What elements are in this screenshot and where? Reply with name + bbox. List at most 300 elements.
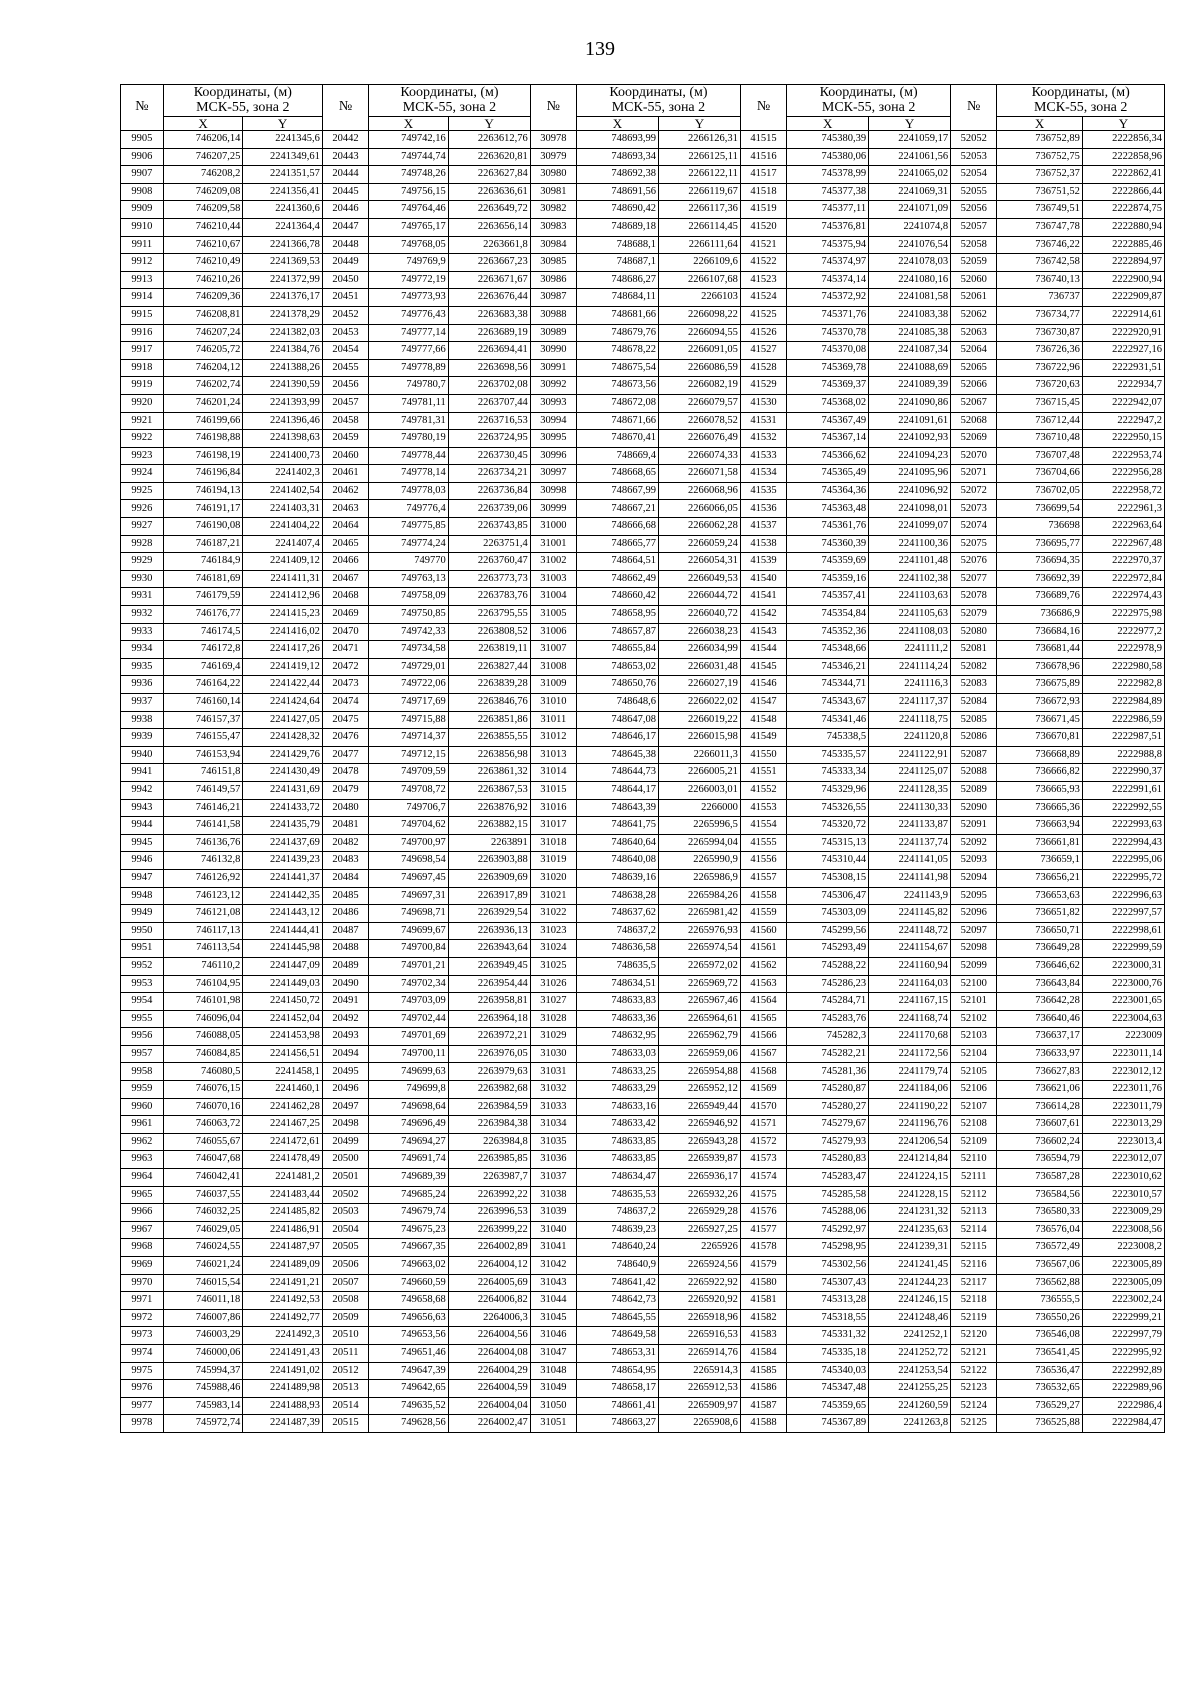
page-number: 139 <box>585 38 615 60</box>
x-coordinate-cell: 746172,8 <box>163 641 243 659</box>
point-number-cell: 30999 <box>530 500 576 518</box>
y-coordinate-cell: 2241224,15 <box>869 1169 951 1187</box>
y-coordinate-cell: 2266117,36 <box>658 201 740 219</box>
x-coordinate-cell: 748662,49 <box>577 570 659 588</box>
point-number-cell: 30989 <box>530 324 576 342</box>
point-number-cell: 9943 <box>121 799 164 817</box>
y-coordinate-cell: 2263676,44 <box>448 289 530 307</box>
x-coordinate-cell: 745352,36 <box>787 623 869 641</box>
x-coordinate-cell: 746207,24 <box>163 324 243 342</box>
point-number-cell: 41533 <box>740 447 786 465</box>
point-number-cell: 9938 <box>121 711 164 729</box>
y-coordinate-cell: 2241253,54 <box>869 1362 951 1380</box>
point-number-cell: 41535 <box>740 482 786 500</box>
x-coordinate-cell: 749701,21 <box>369 957 449 975</box>
y-coordinate-cell: 2222980,58 <box>1082 658 1164 676</box>
x-coordinate-cell: 748666,68 <box>577 518 659 536</box>
x-coordinate-cell: 745288,22 <box>787 957 869 975</box>
header-coords-line2: МСК-55, зона 2 <box>821 99 916 115</box>
point-number-cell: 31027 <box>530 993 576 1011</box>
point-number-cell: 41587 <box>740 1397 786 1415</box>
point-number-cell: 41529 <box>740 377 786 395</box>
table-row <box>121 183 1165 201</box>
table-row <box>121 1063 1165 1081</box>
header-coords-cell <box>577 85 741 117</box>
point-number-cell: 9963 <box>121 1151 164 1169</box>
y-coordinate-cell: 2241487,97 <box>243 1239 323 1257</box>
y-coordinate-cell: 2263773,73 <box>448 570 530 588</box>
y-coordinate-cell: 2241462,28 <box>243 1098 323 1116</box>
x-coordinate-cell: 746032,25 <box>163 1204 243 1222</box>
point-number-cell: 9946 <box>121 852 164 870</box>
y-coordinate-cell: 2222866,44 <box>1082 183 1164 201</box>
y-coordinate-cell: 2263985,85 <box>448 1151 530 1169</box>
point-number-cell: 52054 <box>951 166 997 184</box>
point-number-cell: 41553 <box>740 799 786 817</box>
header-coords-cell <box>997 85 1165 117</box>
x-coordinate-cell: 745282,3 <box>787 1028 869 1046</box>
point-number-cell: 20497 <box>322 1098 368 1116</box>
x-coordinate-cell: 749628,56 <box>369 1415 449 1433</box>
point-number-cell: 20492 <box>322 1010 368 1028</box>
y-coordinate-cell: 2241478,49 <box>243 1151 323 1169</box>
point-number-cell: 52104 <box>951 1045 997 1063</box>
table-row <box>121 676 1165 694</box>
y-coordinate-cell: 2241390,59 <box>243 377 323 395</box>
x-coordinate-cell: 745299,56 <box>787 922 869 940</box>
x-coordinate-cell: 749781,31 <box>369 412 449 430</box>
y-coordinate-cell: 2265932,26 <box>658 1186 740 1204</box>
y-coordinate-cell: 2266125,11 <box>658 148 740 166</box>
point-number-cell: 20487 <box>322 922 368 940</box>
point-number-cell: 31023 <box>530 922 576 940</box>
x-coordinate-cell: 745348,66 <box>787 641 869 659</box>
point-number-cell: 31011 <box>530 711 576 729</box>
point-number-cell: 9962 <box>121 1133 164 1151</box>
table-row <box>121 641 1165 659</box>
x-coordinate-cell: 745372,92 <box>787 289 869 307</box>
x-coordinate-cell: 745370,78 <box>787 324 869 342</box>
y-coordinate-cell: 2241094,23 <box>869 447 951 465</box>
x-coordinate-cell: 749698,54 <box>369 852 449 870</box>
x-coordinate-cell: 745341,46 <box>787 711 869 729</box>
header-x-cell: X <box>577 117 659 131</box>
y-coordinate-cell: 2263827,44 <box>448 658 530 676</box>
y-coordinate-cell: 2266126,31 <box>658 131 740 149</box>
x-coordinate-cell: 745363,48 <box>787 500 869 518</box>
point-number-cell: 41588 <box>740 1415 786 1433</box>
x-coordinate-cell: 745377,11 <box>787 201 869 219</box>
x-coordinate-cell: 745367,89 <box>787 1415 869 1433</box>
point-number-cell: 52057 <box>951 218 997 236</box>
table-row <box>121 1292 1165 1310</box>
x-coordinate-cell: 749697,45 <box>369 869 449 887</box>
point-number-cell: 41564 <box>740 993 786 1011</box>
x-coordinate-cell: 745366,62 <box>787 447 869 465</box>
y-coordinate-cell: 2241141,05 <box>869 852 951 870</box>
header-num-cell: № <box>740 85 786 131</box>
point-number-cell: 9933 <box>121 623 164 641</box>
y-coordinate-cell: 2222995,72 <box>1082 869 1164 887</box>
x-coordinate-cell: 748653,31 <box>577 1344 659 1362</box>
y-coordinate-cell: 2241393,99 <box>243 394 323 412</box>
point-number-cell: 52055 <box>951 183 997 201</box>
x-coordinate-cell: 745378,99 <box>787 166 869 184</box>
point-number-cell: 9911 <box>121 236 164 254</box>
point-number-cell: 41573 <box>740 1151 786 1169</box>
x-coordinate-cell: 746190,08 <box>163 518 243 536</box>
y-coordinate-cell: 2263856,98 <box>448 746 530 764</box>
y-coordinate-cell: 2222992,89 <box>1082 1362 1164 1380</box>
y-coordinate-cell: 2222986,4 <box>1082 1397 1164 1415</box>
y-coordinate-cell: 2222974,43 <box>1082 588 1164 606</box>
x-coordinate-cell: 736614,28 <box>997 1098 1083 1116</box>
table-body <box>121 131 1165 1433</box>
y-coordinate-cell: 2266107,68 <box>658 271 740 289</box>
point-number-cell: 20499 <box>322 1133 368 1151</box>
y-coordinate-cell: 2263783,76 <box>448 588 530 606</box>
table-row <box>121 922 1165 940</box>
x-coordinate-cell: 745374,14 <box>787 271 869 289</box>
header-coords-line1: Координаты, (м) <box>193 84 292 100</box>
y-coordinate-cell: 2263949,45 <box>448 957 530 975</box>
x-coordinate-cell: 736646,62 <box>997 957 1083 975</box>
x-coordinate-cell: 736730,87 <box>997 324 1083 342</box>
y-coordinate-cell: 2265972,02 <box>658 957 740 975</box>
x-coordinate-cell: 748633,36 <box>577 1010 659 1028</box>
point-number-cell: 31021 <box>530 887 576 905</box>
x-coordinate-cell: 748679,76 <box>577 324 659 342</box>
x-coordinate-cell: 749715,88 <box>369 711 449 729</box>
x-coordinate-cell: 746160,14 <box>163 694 243 712</box>
point-number-cell: 41572 <box>740 1133 786 1151</box>
x-coordinate-cell: 745380,06 <box>787 148 869 166</box>
x-coordinate-cell: 746088,05 <box>163 1028 243 1046</box>
y-coordinate-cell: 2266062,28 <box>658 518 740 536</box>
point-number-cell: 41518 <box>740 183 786 201</box>
point-number-cell: 20456 <box>322 377 368 395</box>
x-coordinate-cell: 736587,28 <box>997 1169 1083 1187</box>
x-coordinate-cell: 748644,17 <box>577 781 659 799</box>
y-coordinate-cell: 2241098,01 <box>869 500 951 518</box>
x-coordinate-cell: 748636,58 <box>577 940 659 958</box>
x-coordinate-cell: 748645,55 <box>577 1309 659 1327</box>
table-row <box>121 764 1165 782</box>
point-number-cell: 52100 <box>951 975 997 993</box>
header-coords-cell <box>787 85 951 117</box>
y-coordinate-cell: 2223010,57 <box>1082 1186 1164 1204</box>
x-coordinate-cell: 745983,14 <box>163 1397 243 1415</box>
point-number-cell: 41558 <box>740 887 786 905</box>
point-number-cell: 41567 <box>740 1045 786 1063</box>
point-number-cell: 20502 <box>322 1186 368 1204</box>
x-coordinate-cell: 745994,37 <box>163 1362 243 1380</box>
x-coordinate-cell: 746207,25 <box>163 148 243 166</box>
table-row <box>121 694 1165 712</box>
y-coordinate-cell: 2241168,74 <box>869 1010 951 1028</box>
y-coordinate-cell: 2266038,23 <box>658 623 740 641</box>
point-number-cell: 9915 <box>121 306 164 324</box>
x-coordinate-cell: 745369,37 <box>787 377 869 395</box>
x-coordinate-cell: 749709,59 <box>369 764 449 782</box>
point-number-cell: 20444 <box>322 166 368 184</box>
x-coordinate-cell: 749699,8 <box>369 1081 449 1099</box>
y-coordinate-cell: 2264005,69 <box>448 1274 530 1292</box>
y-coordinate-cell: 2266040,72 <box>658 606 740 624</box>
y-coordinate-cell: 2263656,14 <box>448 218 530 236</box>
point-number-cell: 20460 <box>322 447 368 465</box>
x-coordinate-cell: 748635,53 <box>577 1186 659 1204</box>
y-coordinate-cell: 2264002,47 <box>448 1415 530 1433</box>
point-number-cell: 20470 <box>322 623 368 641</box>
y-coordinate-cell: 2263851,86 <box>448 711 530 729</box>
point-number-cell: 9942 <box>121 781 164 799</box>
x-coordinate-cell: 745972,74 <box>163 1415 243 1433</box>
x-coordinate-cell: 748687,1 <box>577 254 659 272</box>
point-number-cell: 31014 <box>530 764 576 782</box>
x-coordinate-cell: 745335,57 <box>787 746 869 764</box>
x-coordinate-cell: 749764,46 <box>369 201 449 219</box>
x-coordinate-cell: 746191,17 <box>163 500 243 518</box>
y-coordinate-cell: 2222992,55 <box>1082 799 1164 817</box>
point-number-cell: 9958 <box>121 1063 164 1081</box>
x-coordinate-cell: 746117,13 <box>163 922 243 940</box>
x-coordinate-cell: 748634,47 <box>577 1169 659 1187</box>
y-coordinate-cell: 2263751,4 <box>448 535 530 553</box>
y-coordinate-cell: 2265976,93 <box>658 922 740 940</box>
point-number-cell: 20503 <box>322 1204 368 1222</box>
x-coordinate-cell: 749642,65 <box>369 1380 449 1398</box>
y-coordinate-cell: 2241360,6 <box>243 201 323 219</box>
table-row <box>121 394 1165 412</box>
point-number-cell: 31010 <box>530 694 576 712</box>
point-number-cell: 31049 <box>530 1380 576 1398</box>
table-row <box>121 834 1165 852</box>
y-coordinate-cell: 2241235,63 <box>869 1221 951 1239</box>
x-coordinate-cell: 746155,47 <box>163 729 243 747</box>
point-number-cell: 52103 <box>951 1028 997 1046</box>
header-y-cell: Y <box>448 117 530 131</box>
point-number-cell: 31042 <box>530 1257 576 1275</box>
x-coordinate-cell: 745364,36 <box>787 482 869 500</box>
point-number-cell: 9957 <box>121 1045 164 1063</box>
point-number-cell: 9937 <box>121 694 164 712</box>
y-coordinate-cell: 2263891 <box>448 834 530 852</box>
point-number-cell: 9922 <box>121 430 164 448</box>
y-coordinate-cell: 2241458,1 <box>243 1063 323 1081</box>
x-coordinate-cell: 748658,95 <box>577 606 659 624</box>
point-number-cell: 20509 <box>322 1309 368 1327</box>
x-coordinate-cell: 736681,44 <box>997 641 1083 659</box>
point-number-cell: 31017 <box>530 817 576 835</box>
y-coordinate-cell: 2263734,21 <box>448 465 530 483</box>
point-number-cell: 41526 <box>740 324 786 342</box>
point-number-cell: 20462 <box>322 482 368 500</box>
y-coordinate-cell: 2241184,06 <box>869 1081 951 1099</box>
y-coordinate-cell: 2241170,68 <box>869 1028 951 1046</box>
x-coordinate-cell: 749773,93 <box>369 289 449 307</box>
x-coordinate-cell: 736572,49 <box>997 1239 1083 1257</box>
table-row <box>121 1257 1165 1275</box>
x-coordinate-cell: 746011,18 <box>163 1292 243 1310</box>
x-coordinate-cell: 746101,98 <box>163 993 243 1011</box>
y-coordinate-cell: 2241450,72 <box>243 993 323 1011</box>
point-number-cell: 52093 <box>951 852 997 870</box>
x-coordinate-cell: 749663,02 <box>369 1257 449 1275</box>
point-number-cell: 20468 <box>322 588 368 606</box>
point-number-cell: 9909 <box>121 201 164 219</box>
point-number-cell: 9956 <box>121 1028 164 1046</box>
x-coordinate-cell: 748658,17 <box>577 1380 659 1398</box>
x-coordinate-cell: 736529,27 <box>997 1397 1083 1415</box>
y-coordinate-cell: 2263649,72 <box>448 201 530 219</box>
header-coords-line1: Координаты, (м) <box>819 84 918 100</box>
table-row <box>121 1133 1165 1151</box>
point-number-cell: 31018 <box>530 834 576 852</box>
y-coordinate-cell: 2264006,3 <box>448 1309 530 1327</box>
point-number-cell: 20495 <box>322 1063 368 1081</box>
point-number-cell: 41552 <box>740 781 786 799</box>
x-coordinate-cell: 749778,14 <box>369 465 449 483</box>
y-coordinate-cell: 2263876,92 <box>448 799 530 817</box>
table-row <box>121 148 1165 166</box>
x-coordinate-cell: 748660,42 <box>577 588 659 606</box>
x-coordinate-cell: 748673,56 <box>577 377 659 395</box>
y-coordinate-cell: 2266074,33 <box>658 447 740 465</box>
x-coordinate-cell: 746063,72 <box>163 1116 243 1134</box>
y-coordinate-cell: 2263627,84 <box>448 166 530 184</box>
table-row <box>121 1362 1165 1380</box>
y-coordinate-cell: 2265909,97 <box>658 1397 740 1415</box>
point-number-cell: 20453 <box>322 324 368 342</box>
y-coordinate-cell: 2222947,2 <box>1082 412 1164 430</box>
point-number-cell: 41582 <box>740 1309 786 1327</box>
x-coordinate-cell: 746199,66 <box>163 412 243 430</box>
x-coordinate-cell: 745359,16 <box>787 570 869 588</box>
y-coordinate-cell: 2241141,98 <box>869 869 951 887</box>
point-number-cell: 52082 <box>951 658 997 676</box>
point-number-cell: 41537 <box>740 518 786 536</box>
table-row <box>121 500 1165 518</box>
point-number-cell: 30998 <box>530 482 576 500</box>
y-coordinate-cell: 2241382,03 <box>243 324 323 342</box>
x-coordinate-cell: 749780,7 <box>369 377 449 395</box>
point-number-cell: 52115 <box>951 1239 997 1257</box>
point-number-cell: 31028 <box>530 1010 576 1028</box>
y-coordinate-cell: 2241412,96 <box>243 588 323 606</box>
x-coordinate-cell: 748678,22 <box>577 342 659 360</box>
y-coordinate-cell: 2266071,58 <box>658 465 740 483</box>
x-coordinate-cell: 748640,9 <box>577 1257 659 1275</box>
point-number-cell: 20459 <box>322 430 368 448</box>
x-coordinate-cell: 749698,71 <box>369 905 449 923</box>
y-coordinate-cell: 2263724,95 <box>448 430 530 448</box>
point-number-cell: 52087 <box>951 746 997 764</box>
point-number-cell: 31022 <box>530 905 576 923</box>
point-number-cell: 9970 <box>121 1274 164 1292</box>
point-number-cell: 52062 <box>951 306 997 324</box>
y-coordinate-cell: 2222958,72 <box>1082 482 1164 500</box>
header-coords-line2: МСК-55, зона 2 <box>402 99 497 115</box>
y-coordinate-cell: 2222931,51 <box>1082 359 1164 377</box>
point-number-cell: 41521 <box>740 236 786 254</box>
table-row <box>121 218 1165 236</box>
x-coordinate-cell: 748657,87 <box>577 623 659 641</box>
x-coordinate-cell: 736710,48 <box>997 430 1083 448</box>
point-number-cell: 9913 <box>121 271 164 289</box>
y-coordinate-cell: 2264002,89 <box>448 1239 530 1257</box>
x-coordinate-cell: 748669,4 <box>577 447 659 465</box>
x-coordinate-cell: 748667,99 <box>577 482 659 500</box>
header-coords-line2: МСК-55, зона 2 <box>1033 99 1128 115</box>
y-coordinate-cell: 2265924,56 <box>658 1257 740 1275</box>
point-number-cell: 52105 <box>951 1063 997 1081</box>
y-coordinate-cell: 2263909,69 <box>448 869 530 887</box>
x-coordinate-cell: 748649,58 <box>577 1327 659 1345</box>
y-coordinate-cell: 2241430,49 <box>243 764 323 782</box>
point-number-cell: 20488 <box>322 940 368 958</box>
x-coordinate-cell: 749742,16 <box>369 131 449 149</box>
x-coordinate-cell: 746042,41 <box>163 1169 243 1187</box>
y-coordinate-cell: 2241396,46 <box>243 412 323 430</box>
x-coordinate-cell: 749700,84 <box>369 940 449 958</box>
table-row <box>121 324 1165 342</box>
x-coordinate-cell: 745285,58 <box>787 1186 869 1204</box>
y-coordinate-cell: 2266103 <box>658 289 740 307</box>
x-coordinate-cell: 746110,2 <box>163 957 243 975</box>
point-number-cell: 20508 <box>322 1292 368 1310</box>
point-number-cell: 9950 <box>121 922 164 940</box>
table-row <box>121 852 1165 870</box>
point-number-cell: 41528 <box>740 359 786 377</box>
table-row <box>121 377 1165 395</box>
header-x-cell: X <box>997 117 1083 131</box>
y-coordinate-cell: 2223005,89 <box>1082 1257 1164 1275</box>
x-coordinate-cell: 736689,76 <box>997 588 1083 606</box>
point-number-cell: 52108 <box>951 1116 997 1134</box>
table-row <box>121 905 1165 923</box>
point-number-cell: 20501 <box>322 1169 368 1187</box>
x-coordinate-cell: 745361,76 <box>787 518 869 536</box>
y-coordinate-cell: 2263683,38 <box>448 306 530 324</box>
y-coordinate-cell: 2241154,67 <box>869 940 951 958</box>
x-coordinate-cell: 749700,11 <box>369 1045 449 1063</box>
x-coordinate-cell: 736525,88 <box>997 1415 1083 1433</box>
y-coordinate-cell: 2222996,63 <box>1082 887 1164 905</box>
point-number-cell: 9961 <box>121 1116 164 1134</box>
x-coordinate-cell: 749704,62 <box>369 817 449 835</box>
y-coordinate-cell: 2222999,21 <box>1082 1309 1164 1327</box>
x-coordinate-cell: 749781,11 <box>369 394 449 412</box>
y-coordinate-cell: 2263972,21 <box>448 1028 530 1046</box>
x-coordinate-cell: 736663,94 <box>997 817 1083 835</box>
y-coordinate-cell: 2263707,44 <box>448 394 530 412</box>
y-coordinate-cell: 2263982,68 <box>448 1081 530 1099</box>
y-coordinate-cell: 2241101,48 <box>869 553 951 571</box>
point-number-cell: 41517 <box>740 166 786 184</box>
x-coordinate-cell: 748665,77 <box>577 535 659 553</box>
y-coordinate-cell: 2266044,72 <box>658 588 740 606</box>
x-coordinate-cell: 736532,65 <box>997 1380 1083 1398</box>
point-number-cell: 20447 <box>322 218 368 236</box>
x-coordinate-cell: 749717,69 <box>369 694 449 712</box>
y-coordinate-cell: 2263999,22 <box>448 1221 530 1239</box>
y-coordinate-cell: 2223004,63 <box>1082 1010 1164 1028</box>
y-coordinate-cell: 2223002,24 <box>1082 1292 1164 1310</box>
point-number-cell: 31044 <box>530 1292 576 1310</box>
y-coordinate-cell: 2241491,43 <box>243 1344 323 1362</box>
y-coordinate-cell: 2263996,53 <box>448 1204 530 1222</box>
